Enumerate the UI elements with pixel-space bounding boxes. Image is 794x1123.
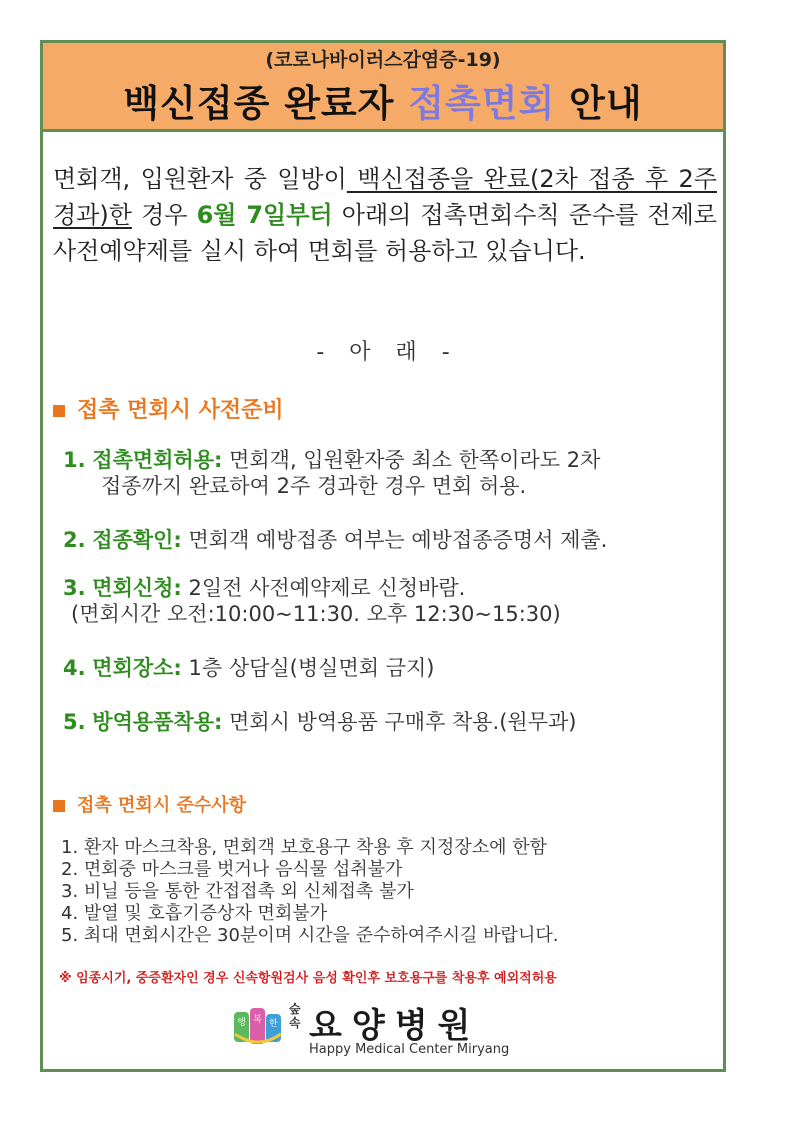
- item-number: 2.: [63, 528, 86, 552]
- header-banner: [43, 43, 723, 132]
- rule-item: 3. 비닐 등을 통한 간접접촉 외 신체접촉 불가: [61, 881, 414, 902]
- arae-divider: - 아 래 -: [316, 340, 450, 365]
- item-key: 면회장소:: [92, 656, 182, 680]
- section2-title-text: 접촉 면회시 준수사항: [77, 795, 247, 816]
- rule-item: 1. 환자 마스크착용, 면회객 보호용구 착용 후 지정장소에 한함: [61, 837, 547, 858]
- title-part1: 백신접종 완료자: [123, 82, 395, 125]
- section1-title-text: 접촉 면회시 사전준비: [77, 398, 284, 423]
- item-key: 접촉면회허용:: [92, 448, 223, 472]
- item-number: 1.: [63, 448, 86, 472]
- logo-badge-icon: [233, 1004, 283, 1048]
- section1-title: [53, 393, 284, 424]
- item-key: 접종확인:: [92, 528, 182, 552]
- subtitle: (코로나바이러스감염증-19): [265, 49, 501, 71]
- logo-small-text: 숲속: [289, 1002, 301, 1030]
- item-number: 5.: [63, 710, 86, 734]
- item-text: 면회객 예방접종 여부는 예방접종증명서 제출.: [181, 528, 608, 552]
- hospital-logo: [233, 1000, 543, 1062]
- rules-list: [61, 837, 715, 947]
- title-part2: 안내: [569, 82, 643, 125]
- item-number: 4.: [63, 656, 86, 680]
- logo-name: 요양병원: [309, 1006, 481, 1046]
- item-text-line2: (면회시간 오전:10:00~11:30. 오후 12:30~15:30): [71, 602, 561, 626]
- intro-text-3: 경우: [131, 201, 197, 229]
- exception-note: ※ 임종시기, 중증환자인 경우 신속항원검사 음성 확인후 보호용구를 착용후 예외적허용: [59, 971, 557, 986]
- page-title: [43, 73, 723, 127]
- intro-text-1: 면회객, 입원환자 중 일방이: [53, 165, 347, 193]
- square-bullet-icon: [53, 800, 65, 812]
- rule-item: 2. 면회중 마스크를 벗거나 음식물 섭취불가: [61, 859, 403, 880]
- square-bullet-icon: [53, 405, 65, 417]
- intro-date: 6월 7일부터: [196, 201, 333, 229]
- item-text-line2: 접종까지 완료하여 2주 경과한 경우 면회 허용.: [101, 474, 527, 498]
- prep-item-1: [63, 447, 715, 499]
- logo-badge-char: 한: [269, 1019, 278, 1029]
- item-text: 면회객, 입원환자중 최소 한쪽이라도 2차: [222, 448, 601, 472]
- prep-item-4: [63, 655, 715, 681]
- item-text: 면회시 방역용품 구매후 착용.(원무과): [222, 710, 577, 734]
- rule-item: 5. 최대 면회시간은 30분이며 시간을 준수하여주시길 바랍니다.: [61, 925, 559, 946]
- intro-paragraph: [53, 161, 717, 269]
- intro-text-5: 아래의 접촉면회수칙 준수를 전제로 사전예약제를 실시 하여 면회를 허용하고 있습니다.: [53, 201, 717, 265]
- title-highlight: 접촉면회: [408, 82, 556, 125]
- prep-item-5: [63, 709, 715, 735]
- item-text: 2일전 사전예약제로 신청바람.: [181, 576, 466, 600]
- logo-badge-char: 행: [237, 1018, 246, 1028]
- prep-item-2: [63, 527, 715, 553]
- logo-english-name: Happy Medical Center Miryang: [309, 1042, 510, 1057]
- item-key: 방역용품착용:: [92, 710, 223, 734]
- item-number: 3.: [63, 576, 86, 600]
- notice-frame: [40, 40, 726, 1072]
- item-key: 면회신청:: [92, 576, 182, 600]
- intro-underlined: 백신접종을 완료(2차 접종 후 2주경과)한: [53, 165, 717, 229]
- section2-title: [53, 791, 246, 817]
- item-text: 1층 상담실(병실면회 금지): [181, 656, 435, 680]
- rule-item: 4. 발열 및 호흡기증상자 면회불가: [61, 903, 328, 924]
- prep-item-3: [63, 575, 715, 627]
- logo-badge-char: 복: [253, 1015, 262, 1025]
